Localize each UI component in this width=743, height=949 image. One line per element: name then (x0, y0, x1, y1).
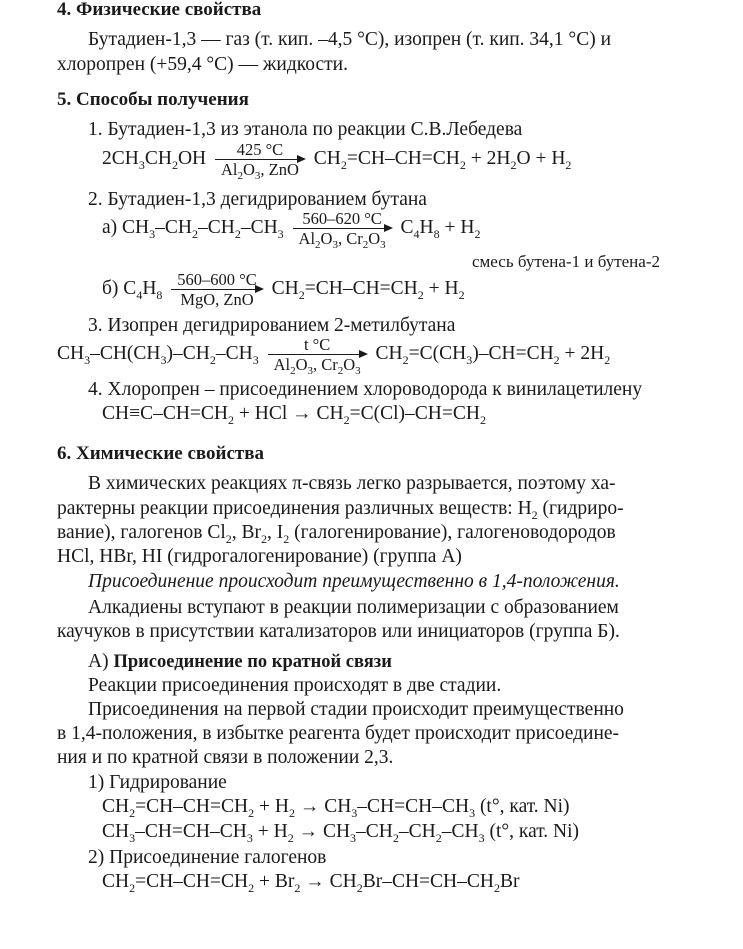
arrow-condition-top: 425 °C (236, 140, 284, 159)
method-4-title: 4. Хлоропрен – присоединением хлороводорода к винилацетилену (88, 379, 643, 400)
first-stage-line-3: ния и по кратной связи в положении 2,3. (57, 747, 394, 768)
reaction-arrow (171, 270, 262, 309)
arrow-right-icon (171, 289, 254, 290)
arrow-right-icon (293, 228, 384, 229)
arrow-condition-top: 560–620 °C (302, 209, 382, 228)
equation-butane-dehydrogenation-a: а) $CH_3-CH_2-CH_2-CH_3$ $\frac{560-620 ^\circ C}{Al_2O_3, Cr_2O_3}$ $C_4H_8 + H_2$ (102, 209, 481, 251)
chemical-properties-line-3: вание), галогенов $Cl_2$, $Br_2$, $I_2$ (галогенирование), галогеноводородов (57, 522, 616, 546)
equation-isoprene: $CH_3-CH(CH_3)-CH_2-CH_3$ $\frac{t ^\circ C}{Al_2O_3, Cr_2O_3}$ $CH_2=C(CH_3)-CH=CH_2 + 2H_2$ (57, 335, 611, 377)
arrow-condition-top: t °C (303, 335, 331, 354)
chemical-properties-line-4: HCl, HBr, HI (гидрогалогенирование) (группа А) (57, 546, 462, 567)
reaction-arrow (215, 140, 305, 182)
method-3-title: 3. Изопрен дегидрированием 2-метилбутана (88, 315, 456, 336)
first-stage-line-1: Присоединения на первой стадии происходит преимущественно (88, 699, 624, 720)
equation-butane-dehydrogenation-b: б) $C_4H_8$ 560–600 °C MgO, ZnO $CH_2=CH-CH=CH_2 + H_2$ (102, 270, 465, 309)
arrow-condition-bottom: $Al_2O_3$, ZnO (220, 160, 299, 182)
hydrogenation-equation-1: $CH_2=CH-CH=CH_2 + H_2 \to CH_3-CH=CH-CH_3$ (t°, кат. Ni) (102, 796, 570, 820)
arrow-condition-bottom: MgO, ZnO (180, 290, 254, 309)
hydrogenation-equation-2: $CH_3-CH=CH-CH_3 + H_2 \to CH_3-CH_2-CH_2-CH_3$ (t°, кат. Ni) (102, 821, 580, 845)
section-4-heading: 4. Физические свойства (57, 0, 262, 20)
polymerization-line-1: Алкадиены вступают в реакции полимеризации с образованием (88, 597, 619, 618)
arrow-condition-bottom: $Al_2O_3$, $Cr_2O_3$ (298, 229, 386, 251)
arrow-condition-bottom: $Al_2O_3$, $Cr_2O_3$ (273, 355, 361, 377)
hydrogenation-title: 1) Гидрирование (88, 772, 227, 793)
method-2-title: 2. Бутадиен-1,3 дегидрированием бутана (88, 189, 427, 210)
subsection-a-heading: А) Присоединение по кратной связи (88, 651, 392, 672)
halogenation-title: 2) Присоединение галогенов (88, 847, 327, 868)
first-stage-line-2: в 1,4-положения, в избытке реагента будет происходит присоедине- (57, 723, 620, 744)
reaction-arrow (293, 209, 392, 251)
butene-mixture-note: смесь бутена-1 и бутена-2 (472, 252, 660, 271)
polymerization-line-2: каучуков в присутствии катализаторов или инициаторов (группа Б). (57, 621, 620, 642)
arrow-right-icon (268, 354, 359, 355)
physical-properties-line-2: хлоропрен (+59,4 °С) — жидкости. (57, 54, 348, 75)
method-1-title: 1. Бутадиен-1,3 из этанола по реакции С.В.Лебедева (88, 119, 523, 140)
chemical-properties-line-1: В химических реакциях π-связь легко разрывается, поэтому ха- (88, 473, 616, 494)
section-5-heading: 5. Способы получения (57, 89, 249, 110)
equation-lebedev: $2CH_3CH_2OH$ 425 °C $Al_2O_3$, ZnO $CH_2=CH-CH=CH_2 + 2H_2O + H_2$ (102, 140, 572, 182)
chemical-properties-line-2: рактерны реакции присоединения различных веществ: $H_2$ (гидриро- (57, 498, 624, 522)
equation-chloroprene: $CH\equiv C-CH=CH_2$ + HCl → $CH_2=C(Cl)-CH=CH_2$ (102, 403, 486, 427)
reaction-arrow (268, 335, 367, 377)
physical-properties-line-1: Бутадиен-1,3 — газ (т. кип. –4,5 °С), изопрен (т. кип. 34,1 °С) и (88, 29, 612, 50)
two-stages-text: Реакции присоединения происходят в две стадии. (88, 675, 502, 696)
arrow-right-icon (215, 159, 297, 160)
addition-position-note: Присоединение происходит преимущественно в 1,4-положения. (88, 571, 620, 592)
halogenation-equation-1: $CH_2=CH-CH=CH_2 + Br_2 \to CH_2Br-CH=CH-CH_2Br$ (102, 871, 520, 895)
arrow-condition-top: 560–600 °C (177, 270, 257, 289)
section-6-heading: 6. Химические свойства (57, 443, 264, 464)
